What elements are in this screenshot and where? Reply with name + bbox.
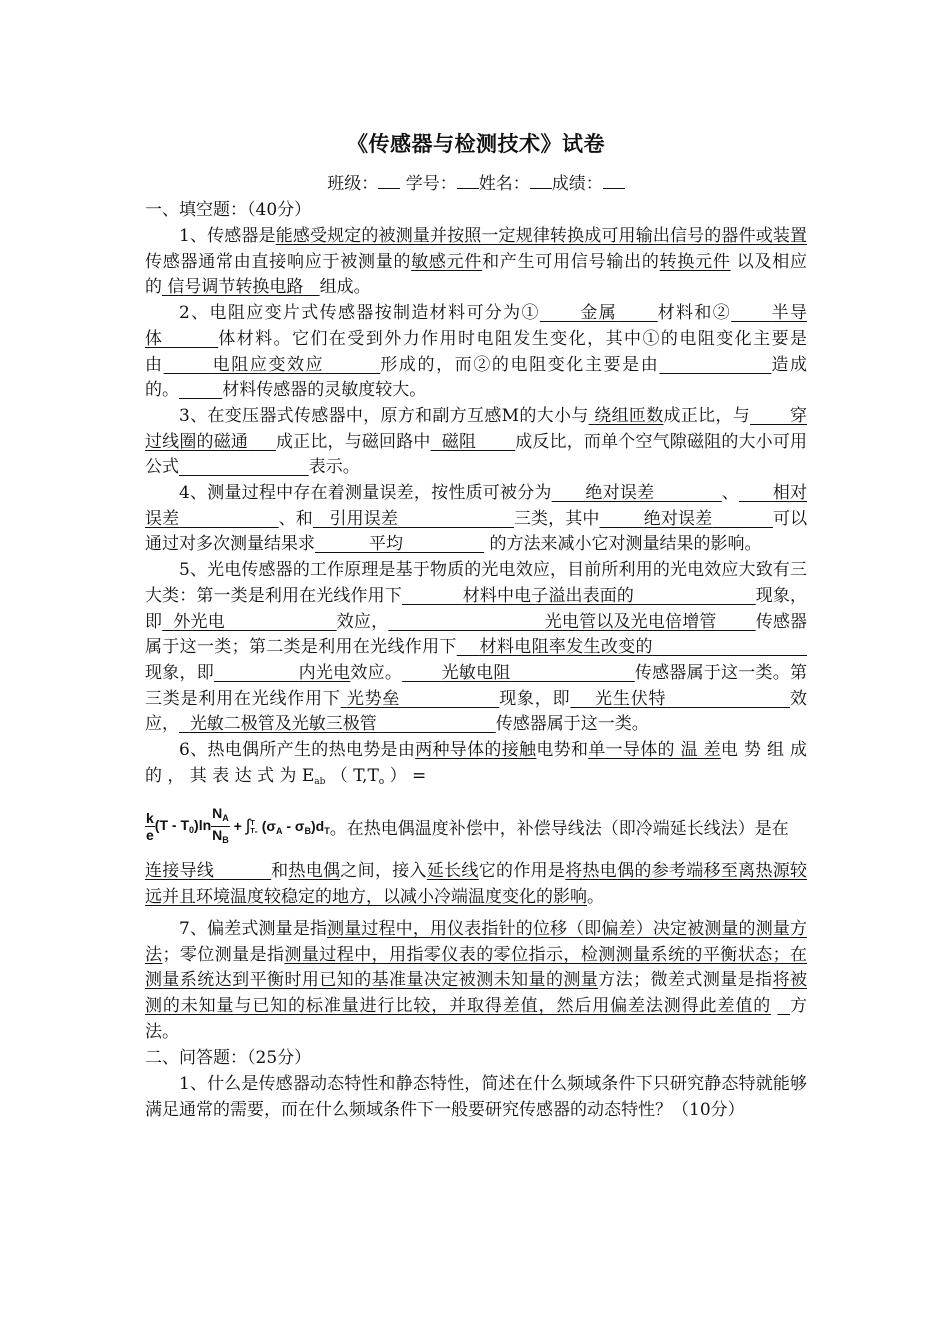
name-label: 姓名： bbox=[478, 174, 530, 194]
answer-blank: 光敏电阻 bbox=[441, 662, 511, 683]
answer-blank: 转换元件 bbox=[659, 251, 731, 272]
section2-heading: 二、问答题：（25分） bbox=[145, 1048, 312, 1069]
answer-blank: 光电管以及光电倍增管 bbox=[544, 611, 717, 632]
empty-blank bbox=[179, 380, 222, 400]
answer-blank: 将被测的未知量与已知的标准量进行比较，并取得差值，然后用偏差法测得此差值的 bbox=[145, 970, 808, 1016]
answer-blank: 测量过程中，用仪表指针的位移（即偏差）决定被测量的测量方法 bbox=[145, 918, 807, 965]
answer-blank: 电阻应变效应 bbox=[212, 354, 325, 375]
exam-page bbox=[145, 128, 807, 1124]
answer-blank: 敏感元件 bbox=[411, 251, 483, 272]
question-1: 1、传感器是能感受规定的被测量并按照一定规律转换成可用输出信号的器件或装置传感器通常由直接响应于被测量的敏感元件和产生可用信号输出的转换元件 以及相应的 信号调节转换电路 组成。 bbox=[145, 226, 808, 298]
empty-blank bbox=[659, 355, 771, 375]
question-6: 6、热电偶所产生的热电势是由两种导体的接触电势和单一导体的 温 差电 势 组 成 的 ， 其 表 达 式 为 $E_{ab}$ （ $T,T_o$ ） = bbox=[145, 740, 808, 787]
question-3: 3、在变压器式传感器中，原方和副方互感M的大小与 绕组匝数成正比，与 穿过线圈的磁通 成正比，与磁回路中 磁阻 成反比，而单个空气隙磁阻的大小可用公式 表示。 bbox=[145, 405, 808, 478]
id-blank[interactable] bbox=[457, 170, 479, 189]
answer-blank: 将热电偶的参考端移至离热源较远并且环境温度较稳定的地方，以减小冷端温度变化的影响 bbox=[145, 861, 808, 908]
answer-blank: 热电偶 bbox=[288, 861, 341, 882]
qa-question-1: 1、什么是传感器动态特性和静态特性，简述在什么频域条件下只研究静态特就能够满足通常的需要，而在什么频域条件下一般要研究传感器的动态特性？（10分） bbox=[145, 1074, 807, 1121]
question-2: 2、电阻应变片式传感器按制造材料可分为① 金属 材料和② 半导体 体材料。它们在受到外力作用时电阻发生变化，其中①的电阻变化主要是由 电阻应变效应 形成的，而②的电阻变化主要是由 造成的。 材料传感器的灵敏度较大。 bbox=[145, 303, 808, 401]
question-4: 4、测量过程中存在着测量误差，按性质可被分为 绝对误差 、 相对误差 、和 引用误差 三类，其中 绝对误差 可以通过对多次测量结果求 平均 的方法来减小它对测量结果的影响。 bbox=[145, 483, 808, 555]
answer-blank: 连接导线 bbox=[145, 861, 215, 882]
answer-blank: 内光电 bbox=[298, 662, 351, 683]
answer-blank: 金属 bbox=[580, 303, 618, 324]
formula-k-over-e: $\frac{k}{e}$ bbox=[146, 809, 154, 843]
answer-blank: 能感受规定的被测量并按照一定规律转换成可用输出信号的器件或装置 bbox=[275, 226, 807, 246]
answer-blank: 半导体 bbox=[145, 303, 808, 349]
answer-blank: 相对误差 bbox=[145, 483, 808, 529]
answer-blank: 光敏二极管及光敏三极管 bbox=[189, 714, 377, 735]
answer-blank: 平均 bbox=[369, 534, 404, 555]
class-blank[interactable] bbox=[378, 170, 400, 189]
answer-blank: 引用误差 bbox=[329, 508, 398, 529]
question-6-continued: 连接导线 和热电偶之间，接入延长线它的作用是将热电偶的参考端移至离热源较远并且环境温度较稳定的地方，以减小冷端温度变化的影响。 bbox=[145, 861, 808, 908]
question-7: 7、偏差式测量是指测量过程中，用仪表指针的位移（即偏差）决定被测量的测量方法；零位测量是指测量过程中，用指零仪表的零位指示，检测测量系统的平衡状态；在测量系统达到平衡时用已知的基准量决定被测未知量的测量方法；微差式测量是指将被测的未知量与已知的标准量进行比较，并取得差值，然后用偏差法测得此差值的 方法。 bbox=[145, 918, 808, 1042]
answer-blank: 材料电阻率发生改变的 bbox=[479, 637, 653, 658]
class-label: 班级： bbox=[327, 174, 379, 194]
answer-blank: 绝对误差 bbox=[643, 508, 713, 529]
student-info-line bbox=[145, 170, 807, 197]
score-label: 成绩： bbox=[551, 174, 603, 194]
id-label: 学号： bbox=[405, 174, 457, 194]
name-blank[interactable] bbox=[530, 170, 552, 189]
question-5: 5、光电传感器的工作原理是基于物质的光电效应，目前所利用的光电效应大致有三大类：第一类是利用在光线作用下 材料中电子溢出表面的 现象，即 外光电 效应， 光电管以及光电倍增管 传感器属于这一类；第二类是利用在光线作用下 材料电阻率发生改变的 现象，即 内光电效应。 光敏电阻 传感器属于这一类。第三类是利用在光线作用下 光势垒 现象，即 光生伏特 效应， 光敏二极管及光敏三极管 传感器属于这一类。 bbox=[145, 560, 808, 735]
score-blank[interactable] bbox=[603, 170, 625, 189]
answer-blank: 材料中电子溢出表面的 bbox=[462, 585, 635, 606]
answer-blank: 两种导体的接触 bbox=[415, 740, 537, 761]
section1-heading: 一、填空题：（40分） bbox=[145, 200, 312, 220]
thermocouple-formula: $\frac{k}{e}$ $(T - T_0)\ln$ $\frac{N_A}{N_B}$ + ∫ T T₀ $(\sigma_A - \sigma_B)d_T$ 。在热电偶温度补偿中，补偿导线法（即冷端延长线法）是在 bbox=[145, 799, 807, 853]
answer-blank: 光生伏特 bbox=[595, 688, 667, 709]
answer-blank: 绕组匝数 bbox=[594, 405, 664, 426]
answer-blank: 测量过程中，用指零仪表的零位指示，检测测量系统的平衡状态；在测量系统达到平衡时用已知的基准量决定被测未知量的测量 bbox=[145, 944, 808, 991]
answer-blank: 信号调节转换电路 bbox=[167, 277, 304, 298]
answer-blank: 穿过线圈的磁通 bbox=[145, 405, 808, 452]
answer-blank: 外光电 bbox=[173, 611, 225, 632]
empty-blank bbox=[179, 457, 309, 477]
answer-blank: 单一导体的 温 差 bbox=[588, 740, 721, 761]
answer-blank: 绝对误差 bbox=[585, 483, 655, 504]
answer-blank: 光势垒 bbox=[346, 688, 401, 709]
formula-na-over-nb: $\frac{N_A}{N_B}$ bbox=[212, 804, 229, 845]
answer-blank: 磁阻 bbox=[441, 431, 477, 452]
exam-title: 《传感器与检测技术》试卷 bbox=[347, 131, 605, 156]
answer-blank: 延长线 bbox=[426, 861, 479, 882]
